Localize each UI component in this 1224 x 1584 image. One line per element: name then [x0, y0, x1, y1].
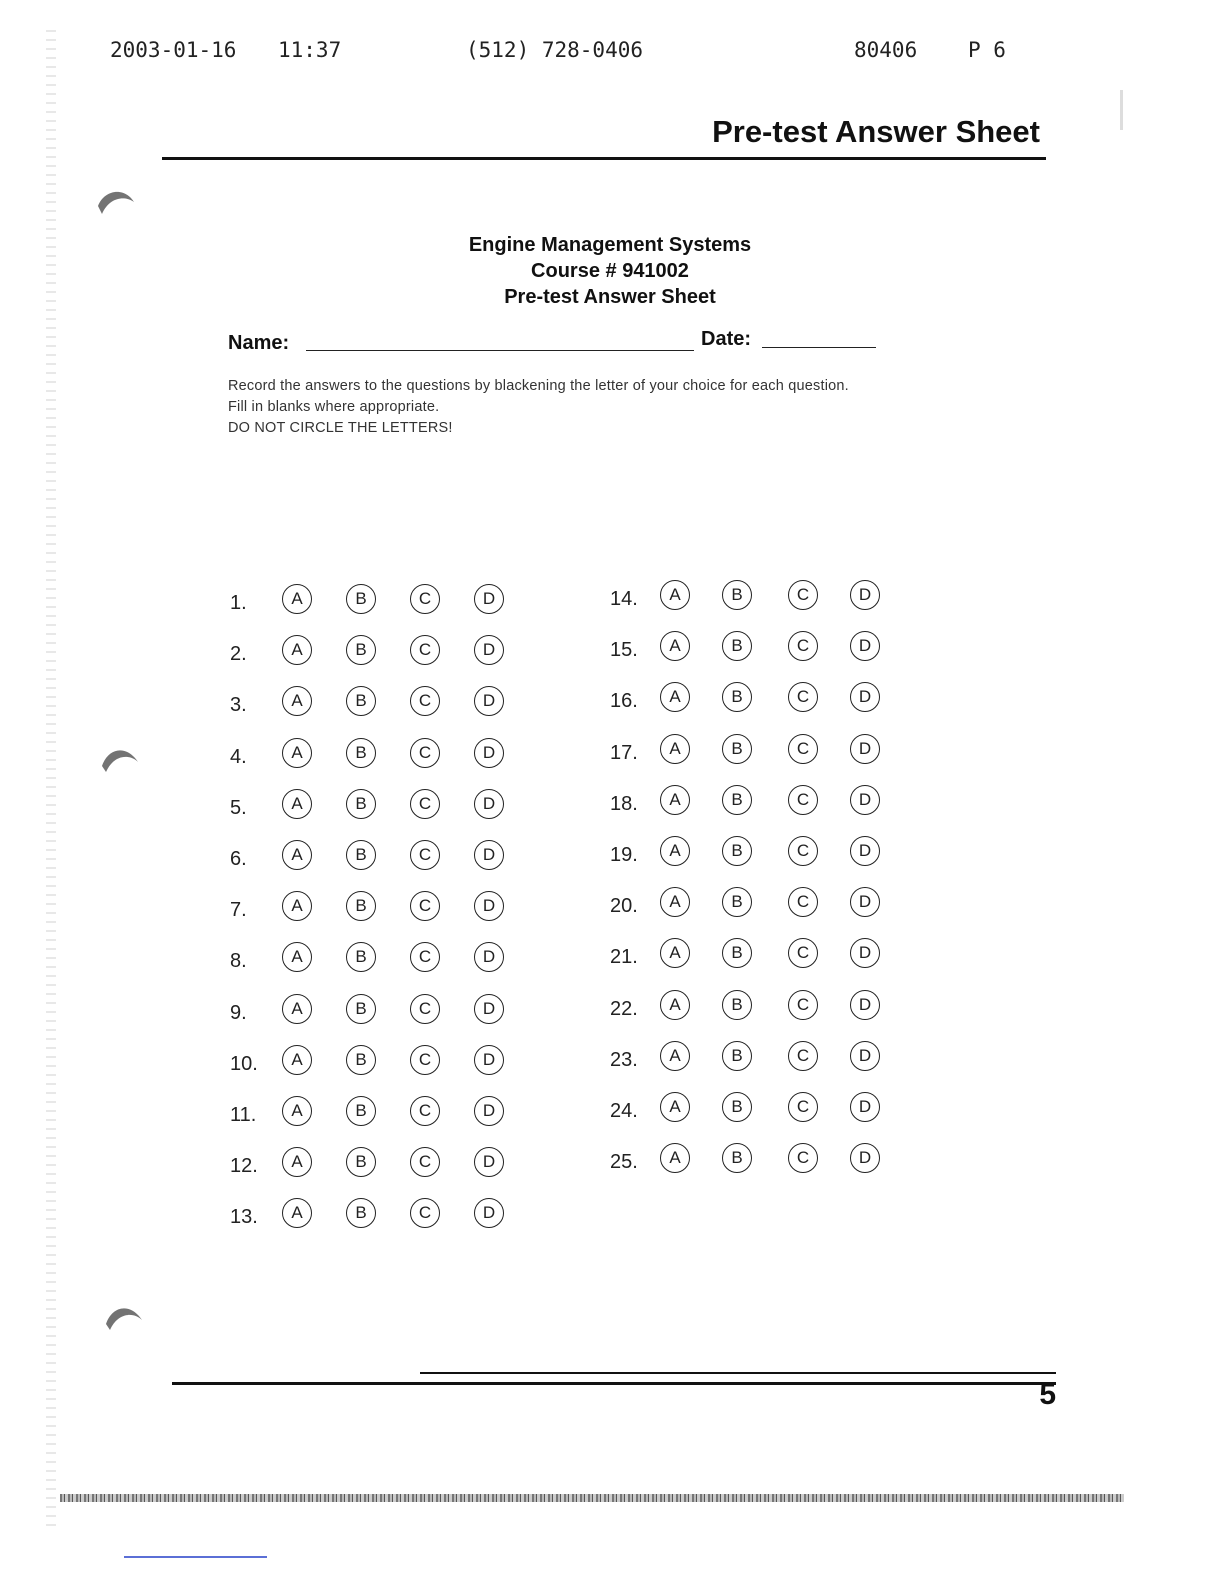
page-number: 5: [1039, 1378, 1056, 1411]
answer-bubble-b[interactable]: B: [346, 840, 376, 870]
question-row: [230, 1147, 550, 1187]
answer-bubble-d[interactable]: D: [850, 734, 880, 764]
answer-bubble-a[interactable]: A: [660, 990, 690, 1020]
answer-bubble-a[interactable]: A: [282, 840, 312, 870]
answer-bubble-d[interactable]: D: [474, 1198, 504, 1228]
name-label: Name:: [228, 332, 290, 354]
answer-bubble-b[interactable]: B: [722, 580, 752, 610]
punch-hole-icon: [96, 184, 136, 218]
question-number: 16.: [610, 690, 638, 713]
question-number: 21.: [610, 946, 638, 969]
punch-hole-icon: [100, 740, 140, 774]
answer-bubble-a[interactable]: A: [660, 1143, 690, 1173]
answer-bubble-b[interactable]: B: [346, 738, 376, 768]
punch-hole-icon: [104, 1298, 144, 1332]
answer-bubble-a[interactable]: A: [282, 686, 312, 716]
answer-bubble-c[interactable]: C: [788, 836, 818, 866]
course-heading: [400, 232, 820, 310]
question-row: [610, 836, 930, 876]
question-row: [610, 734, 930, 774]
answer-bubble-a[interactable]: A: [660, 887, 690, 917]
answer-bubble-c[interactable]: C: [410, 738, 440, 768]
question-number: 15.: [610, 639, 638, 662]
question-row: [230, 840, 550, 880]
answer-bubble-b[interactable]: B: [346, 686, 376, 716]
instructions: [228, 376, 849, 439]
answer-bubble-c[interactable]: C: [788, 785, 818, 815]
answer-bubble-c[interactable]: C: [410, 584, 440, 614]
answer-bubble-b[interactable]: B: [346, 584, 376, 614]
answer-bubble-a[interactable]: A: [282, 738, 312, 768]
fax-page: P 6: [968, 38, 1006, 62]
answer-bubble-a[interactable]: A: [282, 584, 312, 614]
question-row: [610, 990, 930, 1030]
question-row: [230, 1096, 550, 1136]
answer-bubble-a[interactable]: A: [660, 734, 690, 764]
fax-header: [0, 38, 1224, 68]
answer-bubble-b[interactable]: B: [346, 1045, 376, 1075]
answer-bubble-d[interactable]: D: [474, 686, 504, 716]
question-number: 22.: [610, 997, 638, 1020]
answer-bubble-d[interactable]: D: [850, 1092, 880, 1122]
question-row: [230, 942, 550, 982]
question-number: 8.: [230, 950, 247, 973]
question-row: [610, 631, 930, 671]
course-name: Engine Management Systems: [468, 234, 752, 256]
answer-bubble-c[interactable]: C: [410, 1096, 440, 1126]
answer-bubble-d[interactable]: D: [474, 635, 504, 665]
answer-bubble-c[interactable]: C: [788, 580, 818, 610]
scan-edge-noise: [46, 30, 56, 1530]
title-rule: [162, 157, 1046, 160]
name-field[interactable]: [306, 350, 694, 351]
answer-bubble-b[interactable]: B: [722, 1041, 752, 1071]
answer-bubble-d[interactable]: D: [850, 938, 880, 968]
answer-bubble-c[interactable]: C: [410, 635, 440, 665]
footer-rule-upper: [420, 1372, 1056, 1374]
answer-bubble-c[interactable]: C: [410, 686, 440, 716]
question-number: 2.: [230, 643, 247, 666]
answer-bubble-a[interactable]: A: [282, 1096, 312, 1126]
question-row: [230, 1198, 550, 1238]
question-row: [230, 584, 550, 624]
question-row: [230, 686, 550, 726]
answer-bubble-c[interactable]: C: [788, 938, 818, 968]
answer-bubble-a[interactable]: A: [282, 1198, 312, 1228]
answer-bubble-b[interactable]: B: [722, 631, 752, 661]
answer-bubble-a[interactable]: A: [282, 942, 312, 972]
answer-bubble-b[interactable]: B: [722, 938, 752, 968]
question-row: [610, 785, 930, 825]
answer-bubble-c[interactable]: C: [788, 1092, 818, 1122]
answer-bubble-d[interactable]: D: [474, 1147, 504, 1177]
question-number: 1.: [230, 592, 247, 614]
question-number: 24.: [610, 1100, 638, 1122]
answer-bubble-b[interactable]: B: [346, 1147, 376, 1177]
answer-bubble-c[interactable]: C: [788, 1041, 818, 1071]
question-row: [230, 789, 550, 829]
answer-bubble-d[interactable]: D: [850, 990, 880, 1020]
question-number: 5.: [230, 796, 247, 819]
question-row: [230, 1045, 550, 1085]
answer-bubble-b[interactable]: B: [346, 789, 376, 819]
answer-bubble-a[interactable]: A: [660, 785, 690, 815]
question-number: 9.: [230, 1001, 247, 1024]
question-number: 10.: [230, 1052, 258, 1075]
answer-bubble-d[interactable]: D: [850, 836, 880, 866]
answer-bubble-d[interactable]: D: [850, 1041, 880, 1071]
question-row: [230, 994, 550, 1034]
answer-bubble-a[interactable]: A: [282, 1045, 312, 1075]
answer-bubble-d[interactable]: D: [474, 1096, 504, 1126]
answer-bubble-b[interactable]: B: [346, 891, 376, 921]
answer-bubble-d[interactable]: D: [474, 942, 504, 972]
question-number: 13.: [230, 1206, 258, 1229]
answer-bubble-c[interactable]: C: [788, 682, 818, 712]
answer-bubble-b[interactable]: B: [722, 887, 752, 917]
answer-bubble-c[interactable]: C: [788, 734, 818, 764]
answer-bubble-b[interactable]: B: [346, 1096, 376, 1126]
answer-bubble-c[interactable]: C: [410, 789, 440, 819]
fax-id: 80406: [854, 38, 918, 62]
question-number: 18.: [610, 792, 638, 815]
question-number: 19.: [610, 844, 638, 866]
answer-bubble-c[interactable]: C: [410, 891, 440, 921]
question-row: [230, 738, 550, 778]
fax-time: 11:37: [278, 38, 342, 62]
page-title: Pre-test Answer Sheet: [712, 114, 1040, 149]
answer-bubble-b[interactable]: B: [722, 1143, 752, 1173]
answer-bubble-d[interactable]: D: [850, 1143, 880, 1173]
answer-bubble-d[interactable]: D: [474, 994, 504, 1024]
question-number: 11.: [230, 1104, 257, 1126]
date-field[interactable]: [762, 347, 876, 348]
answer-bubble-b[interactable]: B: [722, 682, 752, 712]
answer-bubble-b[interactable]: B: [722, 836, 752, 866]
question-number: 6.: [230, 848, 247, 870]
answer-bubble-d[interactable]: D: [850, 682, 880, 712]
answer-bubble-a[interactable]: A: [282, 891, 312, 921]
answer-bubble-a[interactable]: A: [660, 682, 690, 712]
scan-edge-mark: [1120, 90, 1123, 130]
fax-date: 2003-01-16: [110, 38, 237, 62]
scan-mark: [124, 1556, 267, 1558]
instruction-line: DO NOT CIRCLE THE LETTERS!: [228, 420, 453, 436]
answer-bubble-c[interactable]: C: [788, 631, 818, 661]
answer-bubble-a[interactable]: A: [660, 1041, 690, 1071]
answer-bubble-b[interactable]: B: [346, 635, 376, 665]
fax-scan-band: [60, 1494, 1124, 1502]
answer-bubble-d[interactable]: D: [474, 789, 504, 819]
answer-bubble-d[interactable]: D: [474, 738, 504, 768]
question-number: 3.: [230, 694, 247, 717]
answer-bubble-c[interactable]: C: [410, 1045, 440, 1075]
answer-bubble-b[interactable]: B: [346, 994, 376, 1024]
answer-bubble-a[interactable]: A: [660, 631, 690, 661]
answer-bubble-c[interactable]: C: [410, 1147, 440, 1177]
answer-bubble-b[interactable]: B: [722, 785, 752, 815]
answer-bubble-c[interactable]: C: [410, 942, 440, 972]
answer-bubble-b[interactable]: B: [722, 734, 752, 764]
course-number: Course # 941002: [531, 260, 689, 282]
question-row: [610, 1041, 930, 1081]
answer-bubble-d[interactable]: D: [850, 631, 880, 661]
fax-phone: (512) 728-0406: [466, 38, 644, 62]
answer-bubble-a[interactable]: A: [282, 994, 312, 1024]
question-row: [230, 635, 550, 675]
answer-bubble-b[interactable]: B: [346, 942, 376, 972]
question-row: [610, 887, 930, 927]
question-number: 23.: [610, 1048, 638, 1071]
answer-bubble-c[interactable]: C: [410, 994, 440, 1024]
answer-bubble-d[interactable]: D: [850, 785, 880, 815]
answer-bubble-c[interactable]: C: [788, 887, 818, 917]
instruction-line: Record the answers to the questions by blackening the letter of your choice for each question.: [228, 378, 849, 394]
question-number: 25.: [610, 1151, 638, 1174]
answer-bubble-d[interactable]: D: [474, 840, 504, 870]
question-number: 17.: [610, 741, 638, 764]
course-sheet-title: Pre-test Answer Sheet: [504, 286, 716, 308]
answer-bubble-d[interactable]: D: [850, 580, 880, 610]
question-row: [230, 891, 550, 931]
answer-bubble-d[interactable]: D: [474, 584, 504, 614]
answer-bubble-a[interactable]: A: [282, 789, 312, 819]
answer-bubble-a[interactable]: A: [282, 1147, 312, 1177]
answer-bubble-c[interactable]: C: [410, 1198, 440, 1228]
question-number: 20.: [610, 895, 638, 918]
answer-bubble-c[interactable]: C: [410, 840, 440, 870]
answer-bubble-d[interactable]: D: [850, 887, 880, 917]
answer-bubble-d[interactable]: D: [474, 1045, 504, 1075]
answer-bubble-a[interactable]: A: [660, 580, 690, 610]
answer-bubble-c[interactable]: C: [788, 990, 818, 1020]
answer-bubble-b[interactable]: B: [346, 1198, 376, 1228]
footer-rule: [172, 1382, 1056, 1385]
answer-bubble-b[interactable]: B: [722, 1092, 752, 1122]
question-number: 12.: [230, 1155, 258, 1178]
question-row: [610, 682, 930, 722]
answer-bubble-a[interactable]: A: [660, 938, 690, 968]
answer-bubble-d[interactable]: D: [474, 891, 504, 921]
instruction-line: Fill in blanks where appropriate.: [228, 399, 440, 415]
answer-bubble-a[interactable]: A: [282, 635, 312, 665]
answer-bubble-a[interactable]: A: [660, 836, 690, 866]
question-row: [610, 1143, 930, 1183]
answer-bubble-c[interactable]: C: [788, 1143, 818, 1173]
answer-bubble-b[interactable]: B: [722, 990, 752, 1020]
answer-bubble-a[interactable]: A: [660, 1092, 690, 1122]
question-number: 14.: [610, 588, 638, 610]
question-row: [610, 580, 930, 620]
question-number: 7.: [230, 899, 247, 922]
question-row: [610, 938, 930, 978]
question-row: [610, 1092, 930, 1132]
date-label: Date:: [701, 328, 752, 350]
question-number: 4.: [230, 745, 247, 768]
